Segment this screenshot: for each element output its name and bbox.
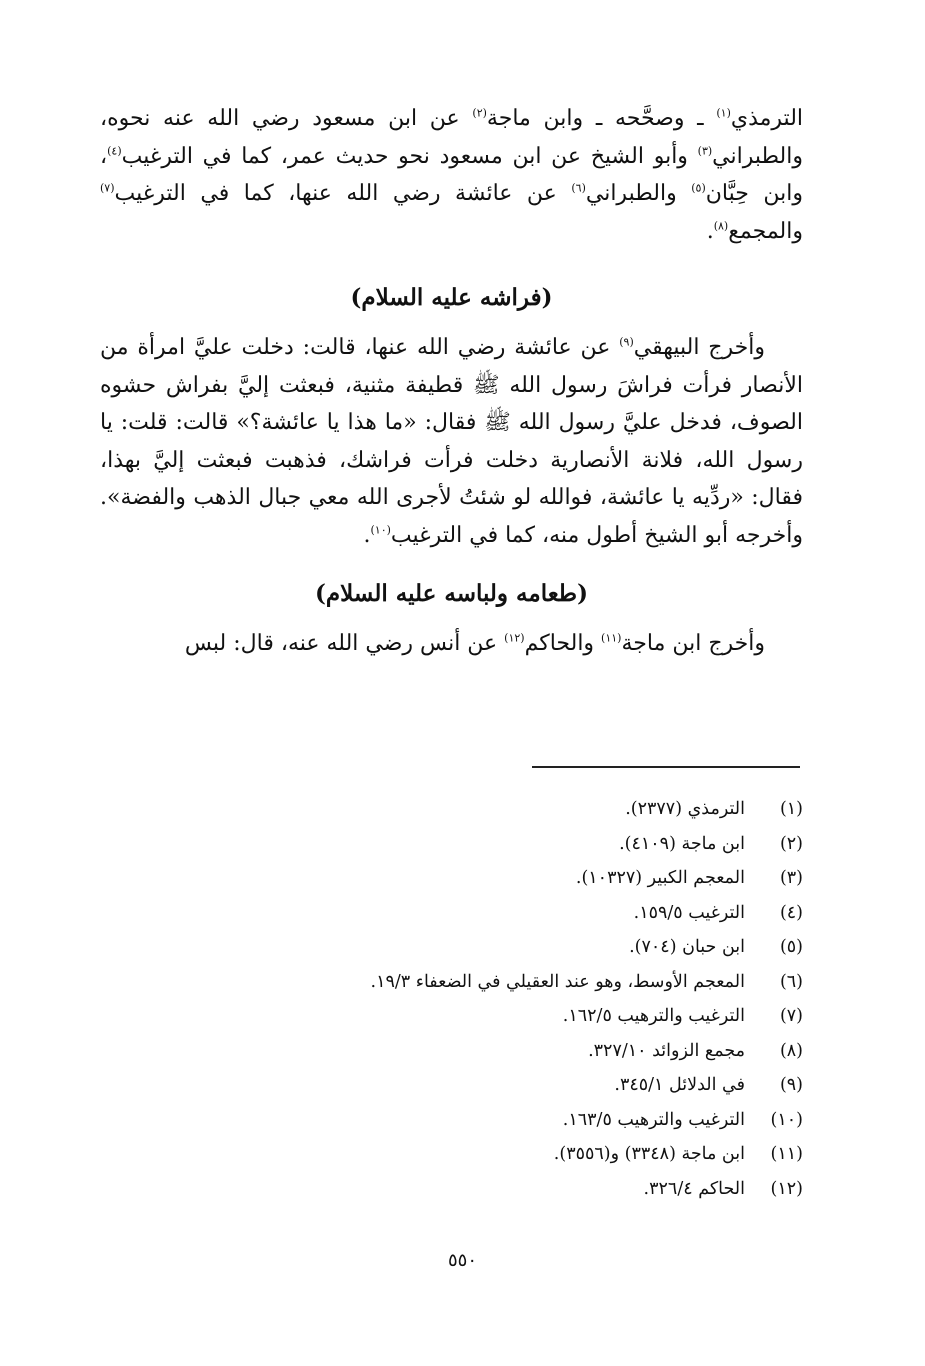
footnote-9 — [183, 1068, 803, 1103]
text-run: وأخرج البيهقي — [633, 335, 765, 360]
text-run: ـ وصحَّحه ـ وابن ماجة — [486, 106, 717, 131]
footnote-ref-2[interactable]: (٢) — [472, 106, 487, 120]
footnote-ref-8[interactable]: (٨) — [713, 219, 729, 233]
paragraph-1 — [100, 100, 803, 250]
footnote-text: ابن ماجة (٣٣٤٨) و(٣٥٥٦). — [553, 1144, 745, 1164]
text-run: وأخرج ابن ماجة — [621, 631, 765, 656]
text-run: عن أنس رضي الله عنه، قال: لبس — [184, 631, 505, 656]
text-run: والحاكم — [524, 631, 602, 656]
footnotes-list — [183, 792, 803, 1206]
footnote-number: (٨) — [779, 1040, 803, 1061]
footnote-ref-12[interactable]: (١٢) — [504, 631, 525, 645]
text-run: . — [363, 522, 371, 548]
footnote-7 — [183, 999, 803, 1034]
footnote-text: ابن ماجة (٤١٠٩). — [619, 833, 745, 854]
page-body — [100, 100, 803, 663]
footnote-ref-1[interactable]: (١) — [716, 106, 731, 120]
footnote-5 — [183, 930, 803, 965]
footnote-text: المعجم الكبير (١٠٣٢٧). — [575, 868, 745, 888]
text-run: . — [706, 218, 714, 244]
footnote-ref-5[interactable]: (٥) — [691, 181, 706, 195]
text-run: والمجمع — [728, 218, 803, 244]
text-run: وأبو الشيخ عن ابن مسعود نحو حديث عمر، كما في الترغيب — [121, 143, 698, 169]
footnote-text: الحاكم ٣٢٦/٤. — [643, 1178, 745, 1199]
text-run: ، وابن حِبَّان — [100, 143, 803, 206]
footnote-number: (١٢) — [770, 1178, 803, 1199]
footnote-number: (١١) — [770, 1144, 803, 1164]
footnote-number: (١٠) — [770, 1109, 803, 1130]
footnote-number: (٥) — [779, 937, 803, 957]
footnote-2 — [183, 827, 803, 862]
footnote-ref-6[interactable]: (٦) — [571, 181, 586, 195]
text-run: عن عائشة رضي الله عنها، قالت: دخلت عليَّ امرأة من الأنصار فرأت فراشَ رسول الله ﷺ قطيفة مثنية، فبعثت إليَّ بفراش حشوه الصوف، فدخل عليَّ رسول الله ﷺ فقال: «ما هذا يا عائشة؟» قالت: قلت: يا رسول الله، فلانة الأنصارية دخلت فرأت فراشك، فذهبت فبعثت إليَّ بهذا، فقال: «ردِّيه يا عائشة، فوالله لو شئتُ لأجرى الله معي جبال الذهب والفضة». وأخرجه أبو الشيخ أطول منه، كما في الترغيب — [100, 335, 803, 548]
text-run: الترمذي — [730, 106, 804, 131]
paragraph-2 — [100, 329, 803, 554]
section-heading-bed: (فراشه عليه السلام) — [350, 284, 553, 311]
text-run: والطبراني — [585, 181, 692, 206]
page-number: ٥٥٠ — [447, 1250, 477, 1271]
footnote-number: (٩) — [779, 1075, 803, 1095]
footnote-text: الترغيب والترهيب ١٦٢/٥. — [562, 1006, 745, 1026]
footnote-3 — [183, 861, 803, 896]
section-heading-food-clothing: (طعامه ولباسه عليه السلام) — [314, 580, 588, 607]
footnote-ref-3[interactable]: (٣) — [697, 144, 713, 158]
footnote-text: الترمذي (٢٣٧٧). — [625, 799, 745, 819]
footnote-text: الترغيب والترهيب ١٦٣/٥. — [562, 1109, 745, 1130]
footnote-ref-4[interactable]: (٤) — [107, 144, 122, 158]
footnote-number: (٤) — [779, 902, 803, 923]
footnote-4 — [183, 896, 803, 931]
footnote-11 — [183, 1137, 803, 1172]
footnote-ref-9[interactable]: (٩) — [619, 335, 634, 349]
footnote-1 — [183, 792, 803, 827]
footnote-number: (٧) — [779, 1006, 803, 1026]
footnote-number: (١) — [779, 799, 803, 819]
paragraph-3 — [100, 625, 803, 663]
footnote-number: (٢) — [779, 833, 803, 854]
footnote-separator — [532, 766, 800, 768]
footnote-text: ابن حبان (٧٠٤). — [629, 937, 745, 957]
footnote-text: في الدلائل ٣٤٥/١. — [614, 1075, 745, 1095]
footnote-ref-11[interactable]: (١١) — [601, 631, 622, 645]
footnote-6 — [183, 965, 803, 1000]
text-run: عن ابن مسعود رضي الله عنه نحوه، والطبراني — [100, 106, 803, 169]
footnote-ref-7[interactable]: (٧) — [100, 181, 115, 195]
footnote-ref-10[interactable]: (١٠) — [370, 523, 391, 537]
footnote-text: المعجم الأوسط، وهو عند العقيلي في الضعفاء ١٩/٣. — [370, 971, 745, 992]
footnote-text: الترغيب ١٥٩/٥. — [633, 902, 745, 923]
footnote-number: (٦) — [779, 971, 803, 992]
footnote-10 — [183, 1103, 803, 1138]
footnote-12 — [183, 1172, 803, 1207]
footnote-8 — [183, 1034, 803, 1069]
footnote-text: مجمع الزوائد ٣٢٧/١٠. — [588, 1040, 745, 1061]
text-run: عن عائشة رضي الله عنها، كما في الترغيب — [114, 181, 572, 206]
footnote-number: (٣) — [779, 868, 803, 888]
